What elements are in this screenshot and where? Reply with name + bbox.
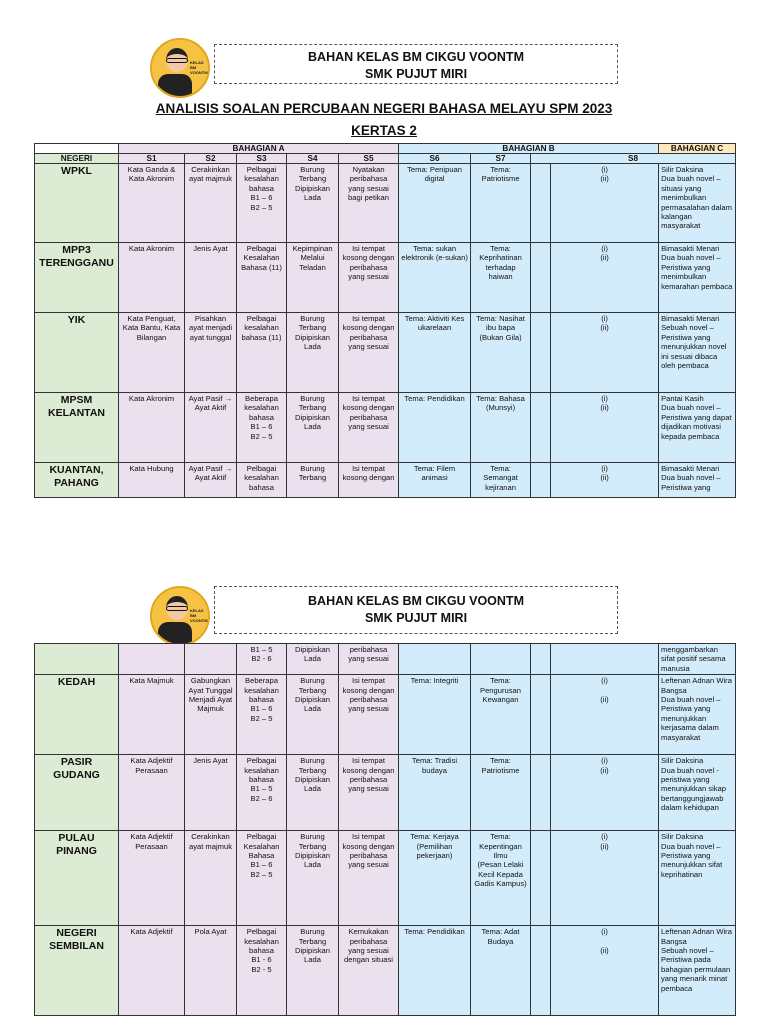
s4-cell: Burung Terbang Dipipiskan Lada <box>287 164 339 243</box>
s3-cell: Pelbagai Kesalahan Bahasa (11) <box>237 243 287 313</box>
negeri-cell: WPKL <box>35 164 119 243</box>
s3-cell: Pelbagai kesalahan bahasa B1 – 6 B2 – 5 <box>237 164 287 243</box>
s4-cell: Burung Terbang Dipipiskan Lada <box>287 393 339 463</box>
header-banner <box>214 586 618 634</box>
col-negeri: NEGERI <box>35 154 119 164</box>
s7-cell: Tema: Pengurusan Kewangan <box>471 675 531 755</box>
s7-cell: Tema: Bahasa (Munsyi) <box>471 393 531 463</box>
header-line-1: BAHAN KELAS BM CIKGU VOONTM <box>308 50 524 64</box>
s2-cell: Ayat Pasif → Ayat Aktif <box>185 463 237 498</box>
table-row <box>35 831 736 926</box>
s5-cell: Isi tempat kosong dengan peribahasa yang sesuai <box>339 831 399 926</box>
s1-cell: Kata Ganda & Kata Akronim <box>119 164 185 243</box>
s4-cell: Burung Terbang <box>287 463 339 498</box>
table-body-page-1 <box>35 164 736 498</box>
document-page-2 <box>0 560 768 1024</box>
s3-cell: Pelbagai kesalahan bahasa B1 - 6 B2 - 5 <box>237 926 287 1016</box>
s6-cell: Tema: Tradisi budaya <box>399 755 471 831</box>
table-row <box>35 313 736 393</box>
s7-cell: Tema: Patriotisme <box>471 164 531 243</box>
s2-cell: Gabungkan Ayat Tunggal Menjadi Ayat Majmuk <box>185 675 237 755</box>
s7-cell <box>471 644 531 675</box>
s8-number-cell: (i) (ii) <box>551 926 659 1016</box>
s6-cell: Tema: Aktiviti Kes ukarelaan <box>399 313 471 393</box>
s8-gap-cell <box>531 675 551 755</box>
header-line-2: SMK PUJUT MIRI <box>364 611 468 625</box>
s5-cell: Isi tempat kosong dengan peribahasa yang sesuai <box>339 313 399 393</box>
s8-number-cell: (i) (ii) <box>551 675 659 755</box>
header-banner <box>214 44 618 84</box>
s1-cell: Kata Akronim <box>119 243 185 313</box>
s5-cell: Isi tempat kosong dengan peribahasa yang sesuai <box>339 393 399 463</box>
s8-cell: Leftenan Adnan Wira Bangsa Sebuah novel – Peristiwa pada bahagian permulaan yang menarik minat pembaca <box>659 926 736 1016</box>
s6-cell: Tema: Pendidikan <box>399 926 471 1016</box>
s2-cell: Cerakinkan ayat majmuk <box>185 831 237 926</box>
s2-cell: Jenis Ayat <box>185 755 237 831</box>
bahagian-b-header: BAHAGIAN B <box>399 144 659 154</box>
s5-cell: Isi tempat kosong dengan <box>339 463 399 498</box>
s8-number-cell: (i) (ii) <box>551 164 659 243</box>
s1-cell: Kata Adjektif Perasaan <box>119 831 185 926</box>
column-header-row <box>35 154 736 164</box>
table-body-page-2 <box>35 644 736 1016</box>
s8-number-cell <box>551 644 659 675</box>
s5-cell: Isi tempat kosong dengan peribahasa yang sesuai <box>339 675 399 755</box>
s3-cell: Pelbagai Kesalahan Bahasa B1 – 6 B2 – 5 <box>237 831 287 926</box>
analysis-table <box>34 143 736 498</box>
bahagian-a-header: BAHAGIAN A <box>119 144 399 154</box>
negeri-cell: PULAU PINANG <box>35 831 119 926</box>
negeri-cell: MPSM KELANTAN <box>35 393 119 463</box>
table-row <box>35 644 736 675</box>
s8-gap-cell <box>531 755 551 831</box>
s6-cell: Tema: Filem animasi <box>399 463 471 498</box>
col-s5: S5 <box>339 154 399 164</box>
s3-cell: Pelbagai kesalahan bahasa (11) <box>237 313 287 393</box>
s2-cell: Pisahkan ayat menjadi ayat tunggal <box>185 313 237 393</box>
logo-avatar <box>150 38 210 98</box>
s8-cell: Silir Daksina Dua buah novel - peristiwa yang menunjukkan sikap bertanggungjawab dalam kehidupan <box>659 755 736 831</box>
s1-cell: Kata Adjektif Perasaan <box>119 755 185 831</box>
s2-cell <box>185 644 237 675</box>
s5-cell: Kemukakan peribahasa yang sesuai dengan situasi <box>339 926 399 1016</box>
table-row <box>35 243 736 313</box>
s8-cell: Bimasakti Menari Sebuah novel – Peristiwa yang menunjukkan novel ini sesuai dibaca oleh pembaca <box>659 313 736 393</box>
s8-number-cell: (i) (ii) <box>551 243 659 313</box>
s5-cell: peribahasa yang sesuai <box>339 644 399 675</box>
s8-cell: Bimasakti Menari Dua buah novel – Peristiwa yang <box>659 463 736 498</box>
table-row <box>35 675 736 755</box>
s6-cell: Tema: Integriti <box>399 675 471 755</box>
s1-cell: Kata Penguat, Kata Bantu, Kata Bilangan <box>119 313 185 393</box>
s4-cell: Burung Terbang Dipipiskan Lada <box>287 926 339 1016</box>
table-row <box>35 393 736 463</box>
s7-cell: Tema: Nasihat ibu bapa (Bukan Gila) <box>471 313 531 393</box>
s5-cell: Isi tempat kosong dengan peribahasa yang sesuai <box>339 243 399 313</box>
negeri-cell: NEGERI SEMBILAN <box>35 926 119 1016</box>
col-s2: S2 <box>185 154 237 164</box>
s8-cell: menggambarkan sifat positif sesama manusia <box>659 644 736 675</box>
s8-gap-cell <box>531 463 551 498</box>
s8-cell: Silir Daksina Dua buah novel – situasi yang menimbulkan permasalahan dalam kalangan masyarakat <box>659 164 736 243</box>
s8-cell: Leftenan Adnan Wira Bangsa Dua buah novel – Peristiwa yang menunjukkan kerjasama dalam masyarakat <box>659 675 736 755</box>
s4-cell: Burung Terbang Dipipiskan Lada <box>287 755 339 831</box>
s8-number-cell: (i) (ii) <box>551 463 659 498</box>
col-s1: S1 <box>119 154 185 164</box>
table-row <box>35 164 736 243</box>
s6-cell: Tema: Pendidikan <box>399 393 471 463</box>
s4-cell: Dipipiskan Lada <box>287 644 339 675</box>
s5-cell: Isi tempat kosong dengan peribahasa yang sesuai <box>339 755 399 831</box>
s6-cell: Tema: sukan elektronik (e-sukan) <box>399 243 471 313</box>
col-s4: S4 <box>287 154 339 164</box>
s4-cell: Burung Terbang Dipipiskan Lada <box>287 675 339 755</box>
negeri-cell <box>35 644 119 675</box>
s1-cell: Kata Akronim <box>119 393 185 463</box>
col-s8: S8 <box>531 154 736 164</box>
s2-cell: Pola Ayat <box>185 926 237 1016</box>
s8-gap-cell <box>531 393 551 463</box>
s6-cell: Tema: Penipuan digital <box>399 164 471 243</box>
s6-cell <box>399 644 471 675</box>
col-s3: S3 <box>237 154 287 164</box>
page-subtitle: KERTAS 2 <box>351 123 417 138</box>
s4-cell: Burung Terbang Dipipiskan Lada <box>287 831 339 926</box>
logo-text: KELAS BM VOONTM <box>190 608 208 623</box>
s7-cell: Tema: Keprihatinan terhadap haiwan <box>471 243 531 313</box>
s8-gap-cell <box>531 313 551 393</box>
logo-text: KELAS BM VOONTM <box>190 60 208 75</box>
s3-cell: Beberapa kesalahan bahasa B1 – 6 B2 – 5 <box>237 393 287 463</box>
s3-cell: B1 – 5 B2 - 6 <box>237 644 287 675</box>
s8-cell: Bimasakti Menari Dua buah novel – Peristiwa yang menimbulkan kemarahan pembaca <box>659 243 736 313</box>
logo-avatar <box>150 586 210 646</box>
section-header-row <box>35 144 736 154</box>
table-row <box>35 926 736 1016</box>
s2-cell: Cerakinkan ayat majmuk <box>185 164 237 243</box>
s7-cell: Tema: Adat Budaya <box>471 926 531 1016</box>
s7-cell: Tema: Semangat kejiranan <box>471 463 531 498</box>
s2-cell: Ayat Pasif → Ayat Aktif <box>185 393 237 463</box>
negeri-cell: PASIR GUDANG <box>35 755 119 831</box>
s1-cell: Kata Majmuk <box>119 675 185 755</box>
s3-cell: Pelbagai kesalahan bahasa <box>237 463 287 498</box>
s3-cell: Pelbagai kesalahan bahasa B1 – 5 B2 – 6 <box>237 755 287 831</box>
col-s7: S7 <box>471 154 531 164</box>
s8-number-cell: (i) (ii) <box>551 393 659 463</box>
page-title: ANALISIS SOALAN PERCUBAAN NEGERI BAHASA MELAYU SPM 2023 <box>155 101 613 116</box>
s8-gap-cell <box>531 831 551 926</box>
s8-number-cell: (i) (ii) <box>551 313 659 393</box>
s8-gap-cell <box>531 243 551 313</box>
negeri-cell: KEDAH <box>35 675 119 755</box>
s8-gap-cell <box>531 164 551 243</box>
s8-cell: Pantai Kasih Dua buah novel – Peristiwa yang dapat dijadikan motivasi kepada pembaca <box>659 393 736 463</box>
s8-number-cell: (i) (ii) <box>551 755 659 831</box>
header-line-1: BAHAN KELAS BM CIKGU VOONTM <box>308 594 524 608</box>
bahagian-c-header: BAHAGIAN C <box>659 144 736 154</box>
s5-cell: Nyatakan peribahasa yang sesuai bagi petikan <box>339 164 399 243</box>
negeri-cell: YIK <box>35 313 119 393</box>
s7-cell: Tema: Patriotisme <box>471 755 531 831</box>
s2-cell: Jenis Ayat <box>185 243 237 313</box>
s7-cell: Tema: Kepentingan Ilmu (Pesan Lelaki Kecil Kepada Gadis Kampus) <box>471 831 531 926</box>
table-row <box>35 463 736 498</box>
header-line-2: SMK PUJUT MIRI <box>364 67 468 81</box>
negeri-cell: KUANTAN, PAHANG <box>35 463 119 498</box>
s1-cell: Kata Adjektif <box>119 926 185 1016</box>
s6-cell: Tema: Kerjaya (Pemilihan pekerjaan) <box>399 831 471 926</box>
s8-number-cell: (i) (ii) <box>551 831 659 926</box>
s1-cell: Kata Hubung <box>119 463 185 498</box>
negeri-cell: MPP3 TERENGGANU <box>35 243 119 313</box>
col-s6: S6 <box>399 154 471 164</box>
s3-cell: Beberapa kesalahan bahasa B1 – 6 B2 – 5 <box>237 675 287 755</box>
s8-gap-cell <box>531 926 551 1016</box>
s8-gap-cell <box>531 644 551 675</box>
s4-cell: Kepimpinan Melalui Teladan <box>287 243 339 313</box>
s1-cell <box>119 644 185 675</box>
analysis-table-continued <box>34 643 736 1016</box>
table-row <box>35 755 736 831</box>
s8-cell: Silir Daksina Dua buah novel – Peristiwa yang menunjukkan sifat keprihatinan <box>659 831 736 926</box>
s4-cell: Burung Terbang Dipipiskan Lada <box>287 313 339 393</box>
